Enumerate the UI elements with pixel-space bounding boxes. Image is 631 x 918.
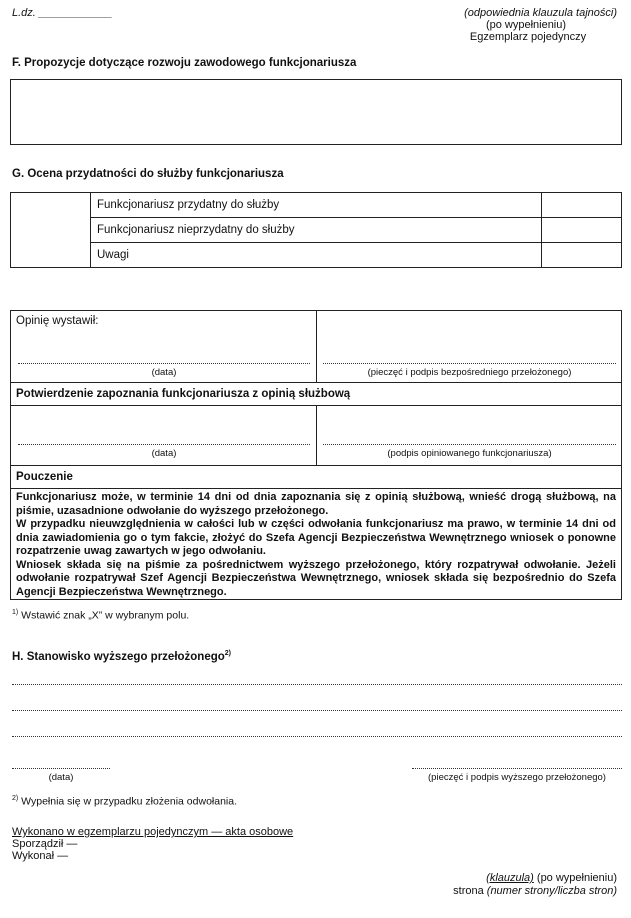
footnote-1 (12, 609, 189, 622)
position-line[interactable] (12, 710, 622, 711)
issued-by-label: Opinię wystawił: (16, 315, 99, 327)
remarks-cell[interactable] (542, 243, 622, 268)
section-h-title (12, 650, 231, 663)
date-caption: (data) (151, 367, 177, 378)
stamp-caption: (pieczęć i podpis bezpośredniego przełożonego) (367, 367, 572, 378)
section-h-title-text: H. Stanowisko wyższego przełożonego (12, 650, 225, 663)
divider (10, 488, 622, 489)
clause-label: (odpowiednia klauzula tajności) (464, 7, 617, 19)
suitability-row-label: Uwagi (91, 243, 542, 268)
divider (316, 405, 317, 465)
page-value: (numer strony/liczba stron) (486, 885, 617, 897)
date-field[interactable] (18, 363, 310, 364)
footnote-mark: 1) (12, 609, 19, 616)
footnote-text: Wypełnia się w przypadku złożenia odwołania. (21, 795, 238, 808)
instruction-paragraph: Funkcjonariusz może, w terminie 14 dni od dnia zapoznania się z opinią służbową, wnieść drogą służbową, na piśmie, uzasadnione odwołanie do wyższego przełożonego. (16, 491, 616, 517)
clause-text: (klauzula) (486, 872, 534, 884)
date-caption: (data) (151, 448, 177, 459)
after-fill-text: (po wypełnieniu) (533, 872, 617, 884)
suitability-checkbox[interactable] (542, 218, 622, 243)
signature-caption: (podpis opiniowanego funkcjonariusza) (387, 448, 552, 459)
ldz-label: L.dz. ____________ (12, 7, 113, 19)
footnote-mark: 2) (224, 650, 232, 657)
made-in-label: Wykonano w egzemplarzu pojedynczym — akta osobowe (12, 826, 294, 838)
divider (10, 382, 622, 383)
h-date-field[interactable] (12, 768, 110, 769)
stamp-caption: (pieczęć i podpis wyższego przełożonego) (428, 772, 606, 783)
single-copy-label: Egzemplarz pojedynczy (469, 31, 587, 43)
section-f-box[interactable] (10, 79, 622, 145)
date-caption: (data) (48, 772, 74, 783)
confirm-date-field[interactable] (18, 444, 310, 445)
suitability-checkbox[interactable] (542, 193, 622, 218)
divider (10, 465, 622, 466)
page-word: strona (453, 885, 487, 897)
position-line[interactable] (12, 736, 622, 737)
suitability-row-label: Funkcjonariusz przydatny do służby (91, 193, 542, 218)
section-f-title: F. Propozycje dotyczące rozwoju zawodowego funkcjonariusza (12, 57, 357, 69)
instruction-body (16, 491, 616, 599)
footer-clause (486, 872, 617, 884)
footnote-text: Wstawić znak „X” w wybranym polu. (21, 609, 190, 622)
page-number (453, 885, 617, 897)
h-stamp-field[interactable] (412, 768, 622, 769)
position-line[interactable] (12, 684, 622, 685)
instruction-title: Pouczenie (16, 471, 73, 483)
after-fill-label: (po wypełnieniu) (485, 19, 567, 31)
confirm-title: Potwierdzenie zapoznania funkcjonariusza z opinią służbową (16, 388, 351, 400)
section-g-title: G. Ocena przydatności do służby funkcjonariusza (12, 168, 284, 180)
footnote-mark: 2) (12, 795, 19, 802)
signature-field[interactable] (323, 444, 616, 445)
instruction-paragraph: Wniosek składa się na piśmie za pośrednictwem wyższego przełożonego, który rozpatrywał odwołanie. Jeżeli odwołanie rozpatrywał Szef Agencji Bezpieczeństwa Wewnętrznego, wniosek składa się bezpośrednio do Szefa Agencji Bezpieczeństwa Wewnętrznego. (16, 558, 616, 598)
suitability-row-label: Funkcjonariusz nieprzydatny do służby (91, 218, 542, 243)
stamp-field[interactable] (323, 363, 616, 364)
instruction-paragraph: W przypadku nieuwzględnienia w całości lub w części odwołania funkcjonariusz ma prawo, w terminie 14 dni od dnia zawiadomienia go o tym fakcie, złożyć do Szefa Agencji Bezpieczeństwa Wewnętrznego wniosek o ponowne rozpatrzenie uwag zawartych w jego odwołaniu. (16, 518, 616, 557)
footnote-2 (12, 795, 237, 808)
suitability-table (10, 192, 622, 268)
prepared-label: Sporządził — (12, 838, 78, 850)
suitability-blank-cell (11, 193, 91, 268)
executed-label: Wykonał — (12, 850, 69, 862)
divider (316, 310, 317, 382)
